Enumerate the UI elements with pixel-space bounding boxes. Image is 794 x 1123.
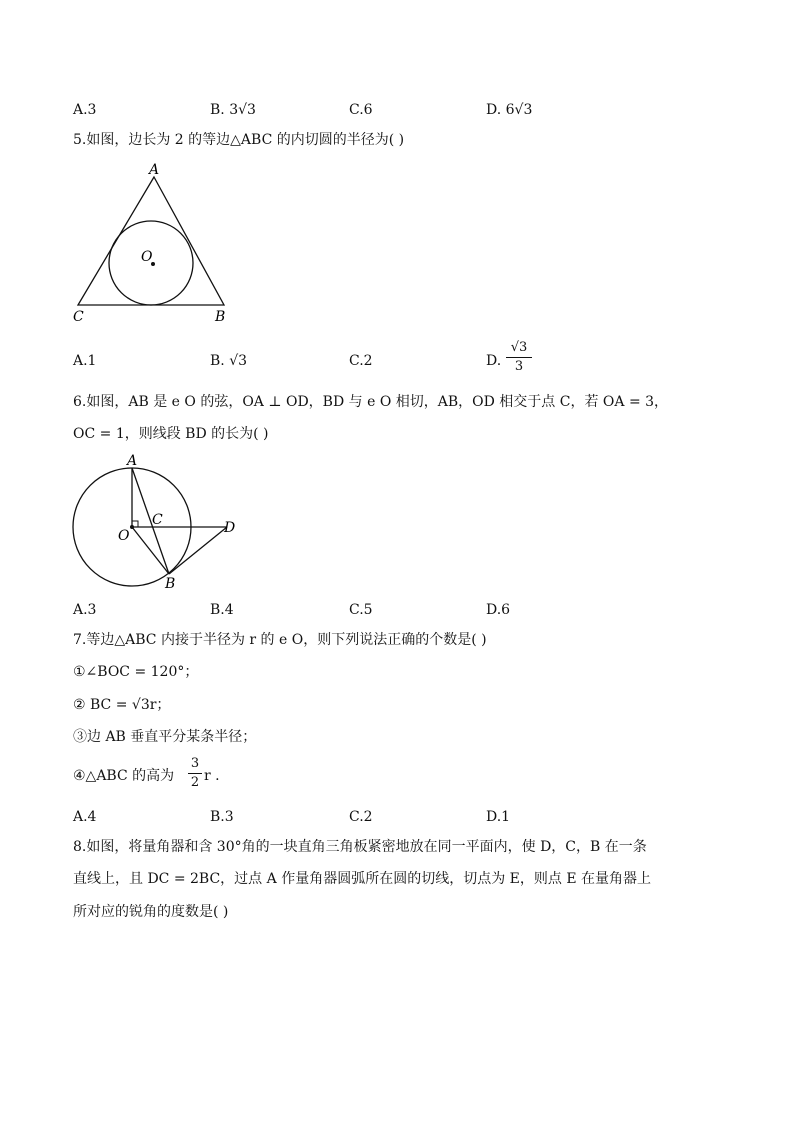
q6-figure <box>68 452 243 592</box>
label-c: C <box>152 512 163 528</box>
q5-option-b: B. √3 <box>210 353 248 369</box>
q6-option-c: C.5 <box>349 602 373 618</box>
label-a: A <box>149 162 160 178</box>
q6-option-d: D.6 <box>486 602 511 618</box>
q7-statement-1: ①∠BOC = 120°； <box>73 664 199 680</box>
q6-option-b: B.4 <box>210 602 234 618</box>
q8-line3: 所对应的锐角的度数是( ) <box>73 904 229 920</box>
label-a: A <box>127 453 138 469</box>
fraction-numerator: 3 <box>190 756 200 771</box>
fraction-numerator: √3 <box>510 340 528 355</box>
q4-option-b: B. 3√3 <box>210 102 256 118</box>
q7-option-b: B.3 <box>210 809 234 825</box>
q5-option-c: C.2 <box>349 353 373 369</box>
label-b: B <box>165 576 176 592</box>
q7-statement-3: ③边 AB 垂直平分某条半径； <box>73 729 257 745</box>
q6-stem-line2: OC = 1，则线段 BD 的长为( ) <box>73 426 269 442</box>
q7-s4-suffix: r . <box>204 768 220 784</box>
q5-stem: 5.如图，边长为 2 的等边△ABC 的内切圆的半径为( ) <box>73 132 405 148</box>
point-o <box>130 525 134 529</box>
q5-option-d-fraction <box>506 340 532 375</box>
fraction-denominator: 2 <box>190 775 200 790</box>
label-b: B <box>215 309 226 325</box>
q4-option-d: D. 6√3 <box>486 102 533 118</box>
q5-figure <box>70 158 240 326</box>
label-c: C <box>73 309 84 325</box>
label-o: O <box>141 249 153 265</box>
q7-stem: 7.等边△ABC 内接于半径为 r 的 e O，则下列说法正确的个数是( ) <box>73 632 487 648</box>
label-o: O <box>118 528 130 544</box>
q4-option-a: A.3 <box>73 102 97 118</box>
q5-option-d: D. <box>486 353 502 369</box>
q4-option-c: C.6 <box>349 102 373 118</box>
q7-option-c: C.2 <box>349 809 373 825</box>
q7-option-a: A.4 <box>73 809 97 825</box>
q7-statement-2: ② BC = √3r； <box>73 697 171 713</box>
q5-option-a: A.1 <box>73 353 97 369</box>
q7-s4-fraction <box>188 756 202 791</box>
label-d: D <box>224 520 236 536</box>
q7-option-d: D.1 <box>486 809 511 825</box>
triangle-abc <box>78 177 224 305</box>
q6-option-a: A.3 <box>73 602 97 618</box>
q7-statement-4: ④△ABC 的高为 <box>73 768 175 784</box>
q8-line1: 8.如图，将量角器和含 30°角的一块直角三角板紧密地放在同一平面内，使 D，C，B 在一条 <box>73 839 647 855</box>
q6-stem-line1: 6.如图，AB 是 e O 的弦，OA ⊥ OD，BD 与 e O 相切，AB，OD 相交于点 C，若 OA = 3， <box>73 394 669 410</box>
q8-line2: 直线上，且 DC = 2BC，过点 A 作量角器圆弧所在圆的切线，切点为 E，则点 E 在量角器上 <box>73 871 651 887</box>
fraction-denominator: 3 <box>514 359 524 374</box>
